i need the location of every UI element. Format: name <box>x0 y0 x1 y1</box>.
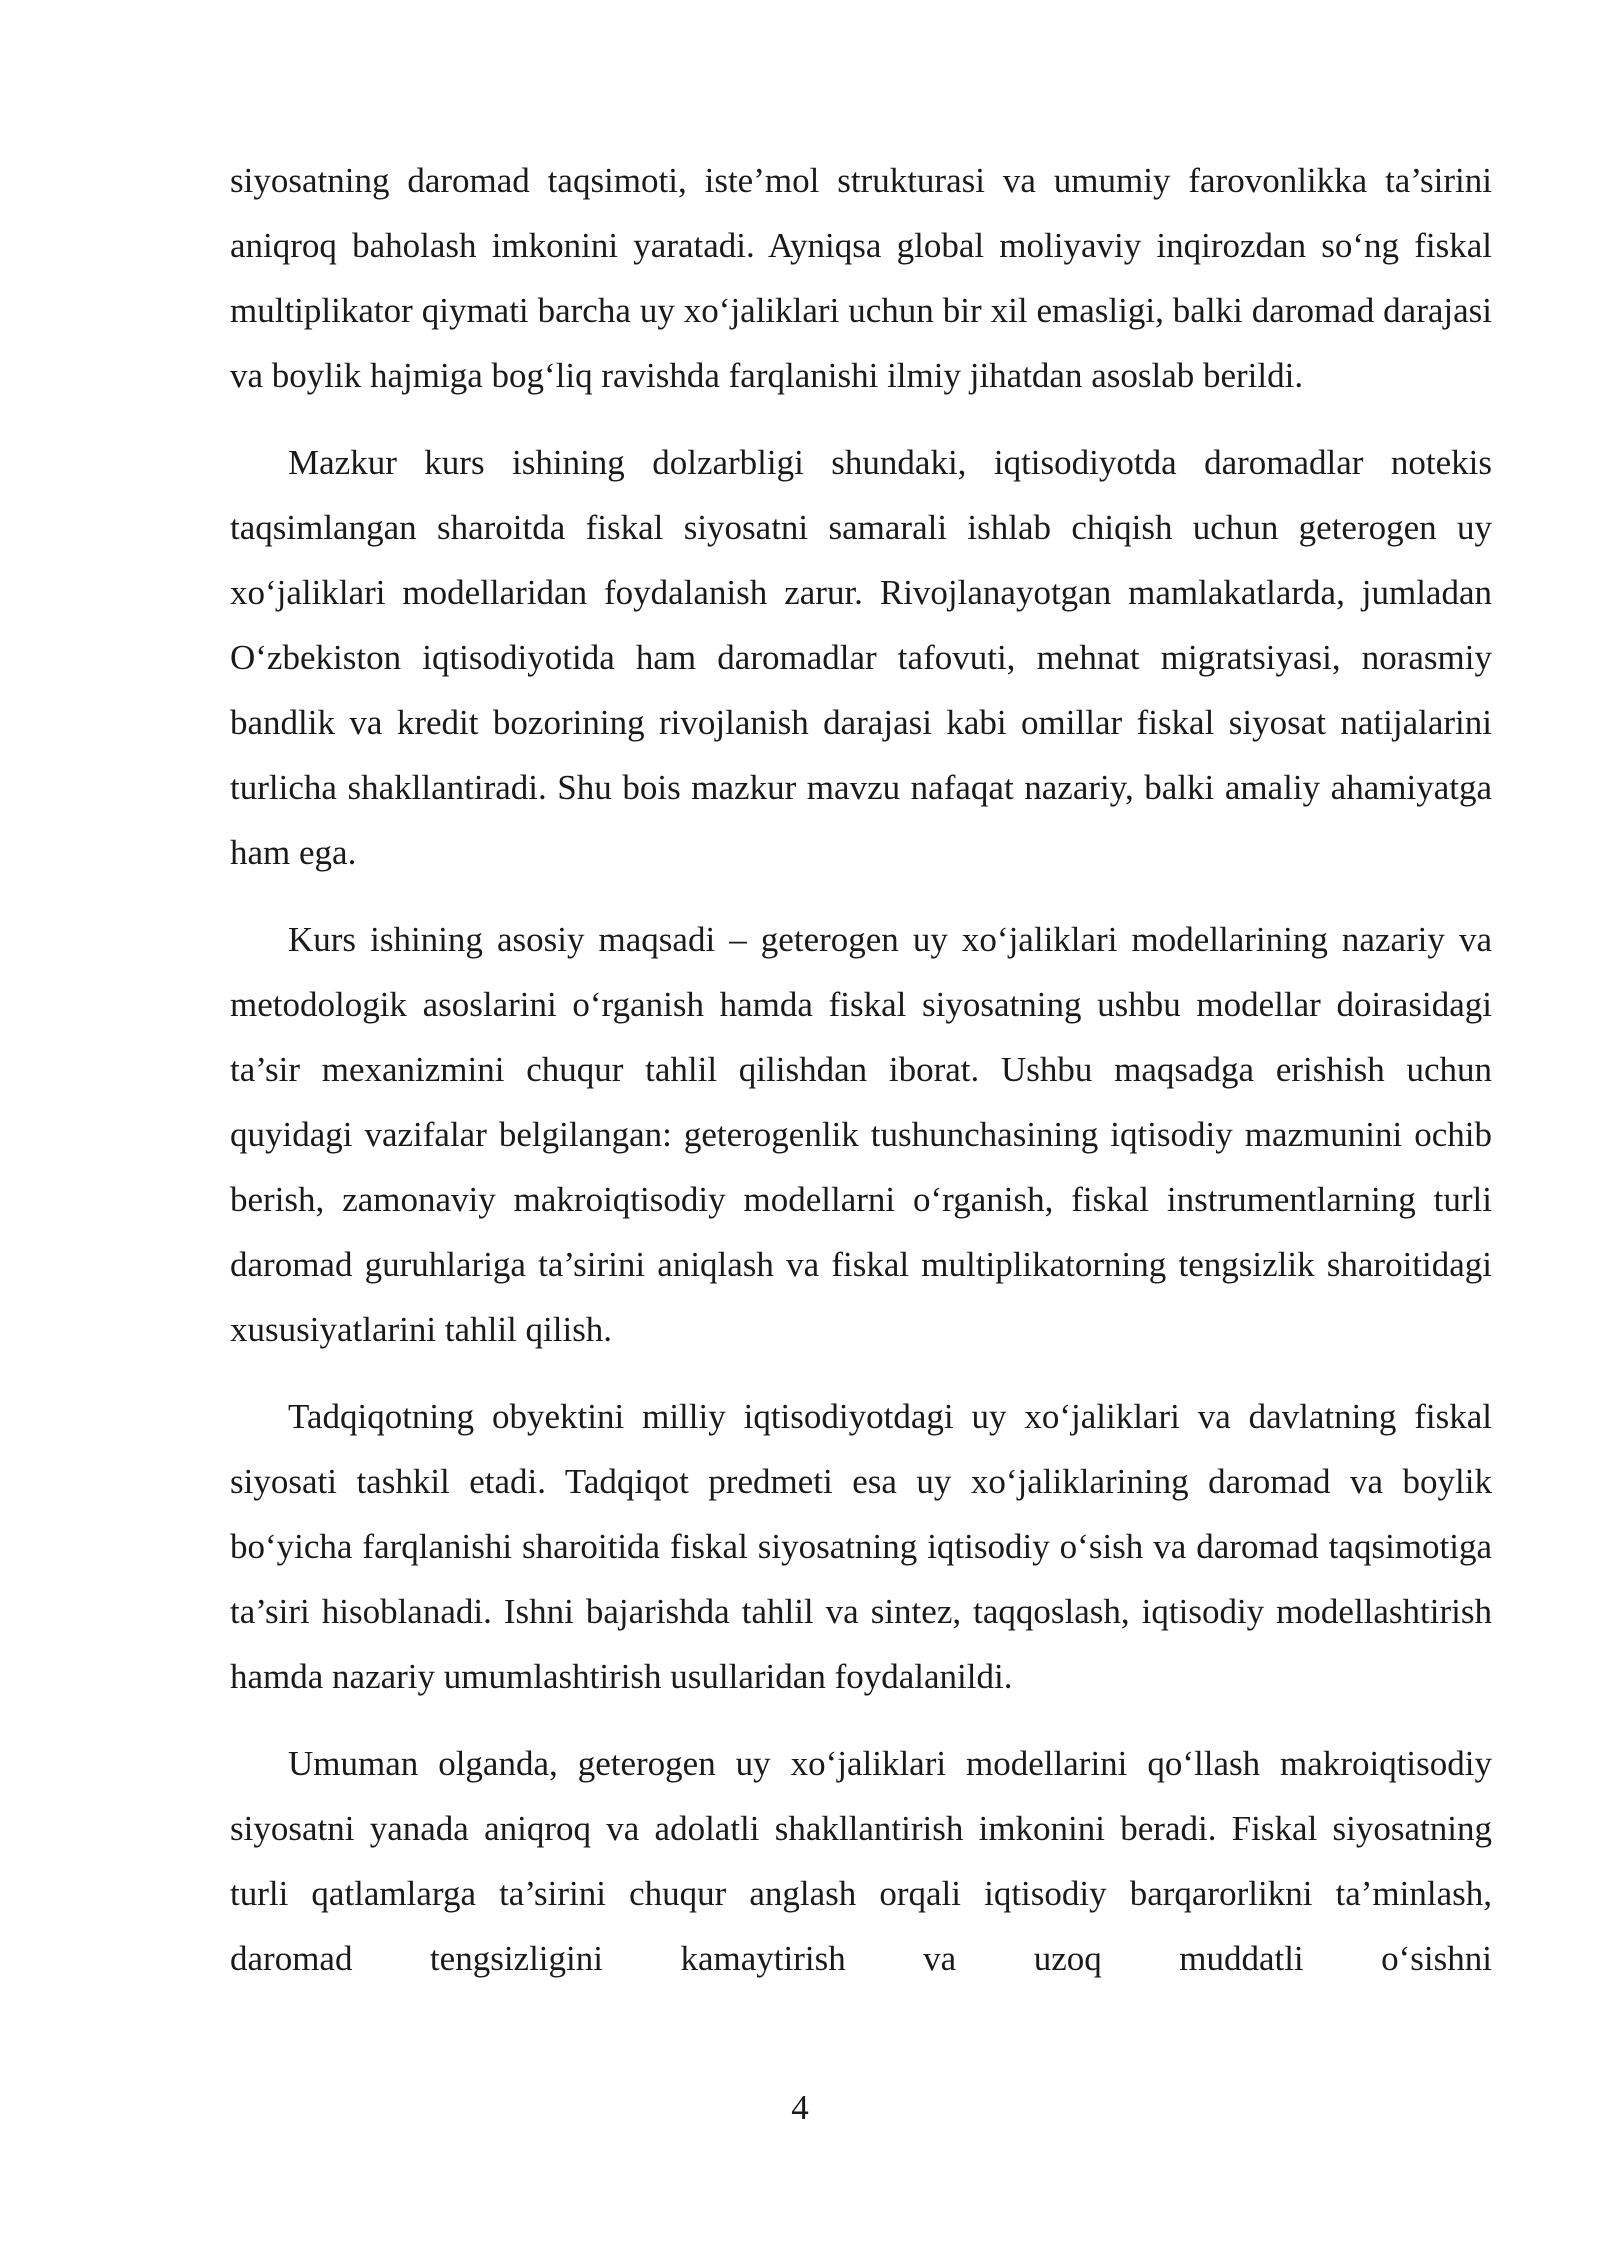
paragraph-objective: Kurs ishining asosiy maqsadi – geterogen uy xo‘jaliklari modellarining nazariy va metodologik asoslarini o‘rganish hamda fiskal siyosatning ushbu modellar doirasidagi ta’sir mexanizmini chuqur tahlil qilishdan iborat. Ushbu maqsadga erishish uchun quyidagi vazifalar belgilangan: geterogenlik tushunchasining iqtisodiy mazmunini ochib berish, zamonaviy makroiqtisodiy modellarni o‘rganish, fiskal instrumentlarning turli daromad guruhlariga ta’sirini aniqlash va fiskal multiplikatorning tengsizlik sharoitidagi xususiyatlarini tahlil qilish. <box>230 920 1492 1349</box>
paragraph-relevance: Mazkur kurs ishining dolzarbligi shundaki, iqtisodiyotda daromadlar notekis taqsimlangan sharoitda fiskal siyosatni samarali ishlab chiqish uchun geterogen uy xo‘jaliklari modellaridan foydalanish zarur. Rivojlanayotgan mamlakatlarda, jumladan O‘zbekiston iqtisodiyotida ham daromadlar tafovuti, mehnat migratsiyasi, norasmiy bandlik va kredit bozorining rivojlanish darajasi kabi omillar fiskal siyosat natijalarini turlicha shakllantiradi. Shu bois mazkur mavzu nafaqat nazariy, balki amaliy ahamiyatga ham ega. <box>230 443 1492 872</box>
paragraph-continuation: siyosatning daromad taqsimoti, iste’mol strukturasi va umumiy farovonlikka ta’sirini aniqroq baholash imkonini yaratadi. Ayniqsa global moliyaviy inqirozdan so‘ng fiskal multiplikator qiymati barcha uy xo‘jaliklari uchun bir xil emasligi, balki daromad darajasi va boylik hajmiga bog‘liq ravishda farqlanishi ilmiy jihatdan asoslab berildi. <box>230 161 1492 395</box>
paragraph-conclusion: Umuman olganda, geterogen uy xo‘jaliklari modellarini qo‘llash makroiqtisodiy siyosatni yanada aniqroq va adolatli shakllantirish imkonini beradi. Fiskal siyosatning turli qatlamlarga ta’sirini chuqur anglash orqali iqtisodiy barqarorlikni ta’minlash, daromad tengsizligini kamaytirish va uzoq muddatli o‘sishni <box>230 1744 1492 1978</box>
paragraph-object-subject: Tadqiqotning obyektini milliy iqtisodiyotdagi uy xo‘jaliklari va davlatning fiskal siyosati tashkil etadi. Tadqiqot predmeti esa uy xo‘jaliklarining daromad va boylik bo‘yicha farqlanishi sharoitida fiskal siyosatning iqtisodiy o‘sish va daromad taqsimotiga ta’siri hisoblanadi. Ishni bajarishda tahlil va sintez, taqqoslash, iqtisodiy modellashtirish hamda nazariy umumlashtirish usullaridan foydalanildi. <box>230 1397 1492 1696</box>
body-text <box>230 148 1492 1991</box>
page-number: 4 <box>791 2088 809 2127</box>
